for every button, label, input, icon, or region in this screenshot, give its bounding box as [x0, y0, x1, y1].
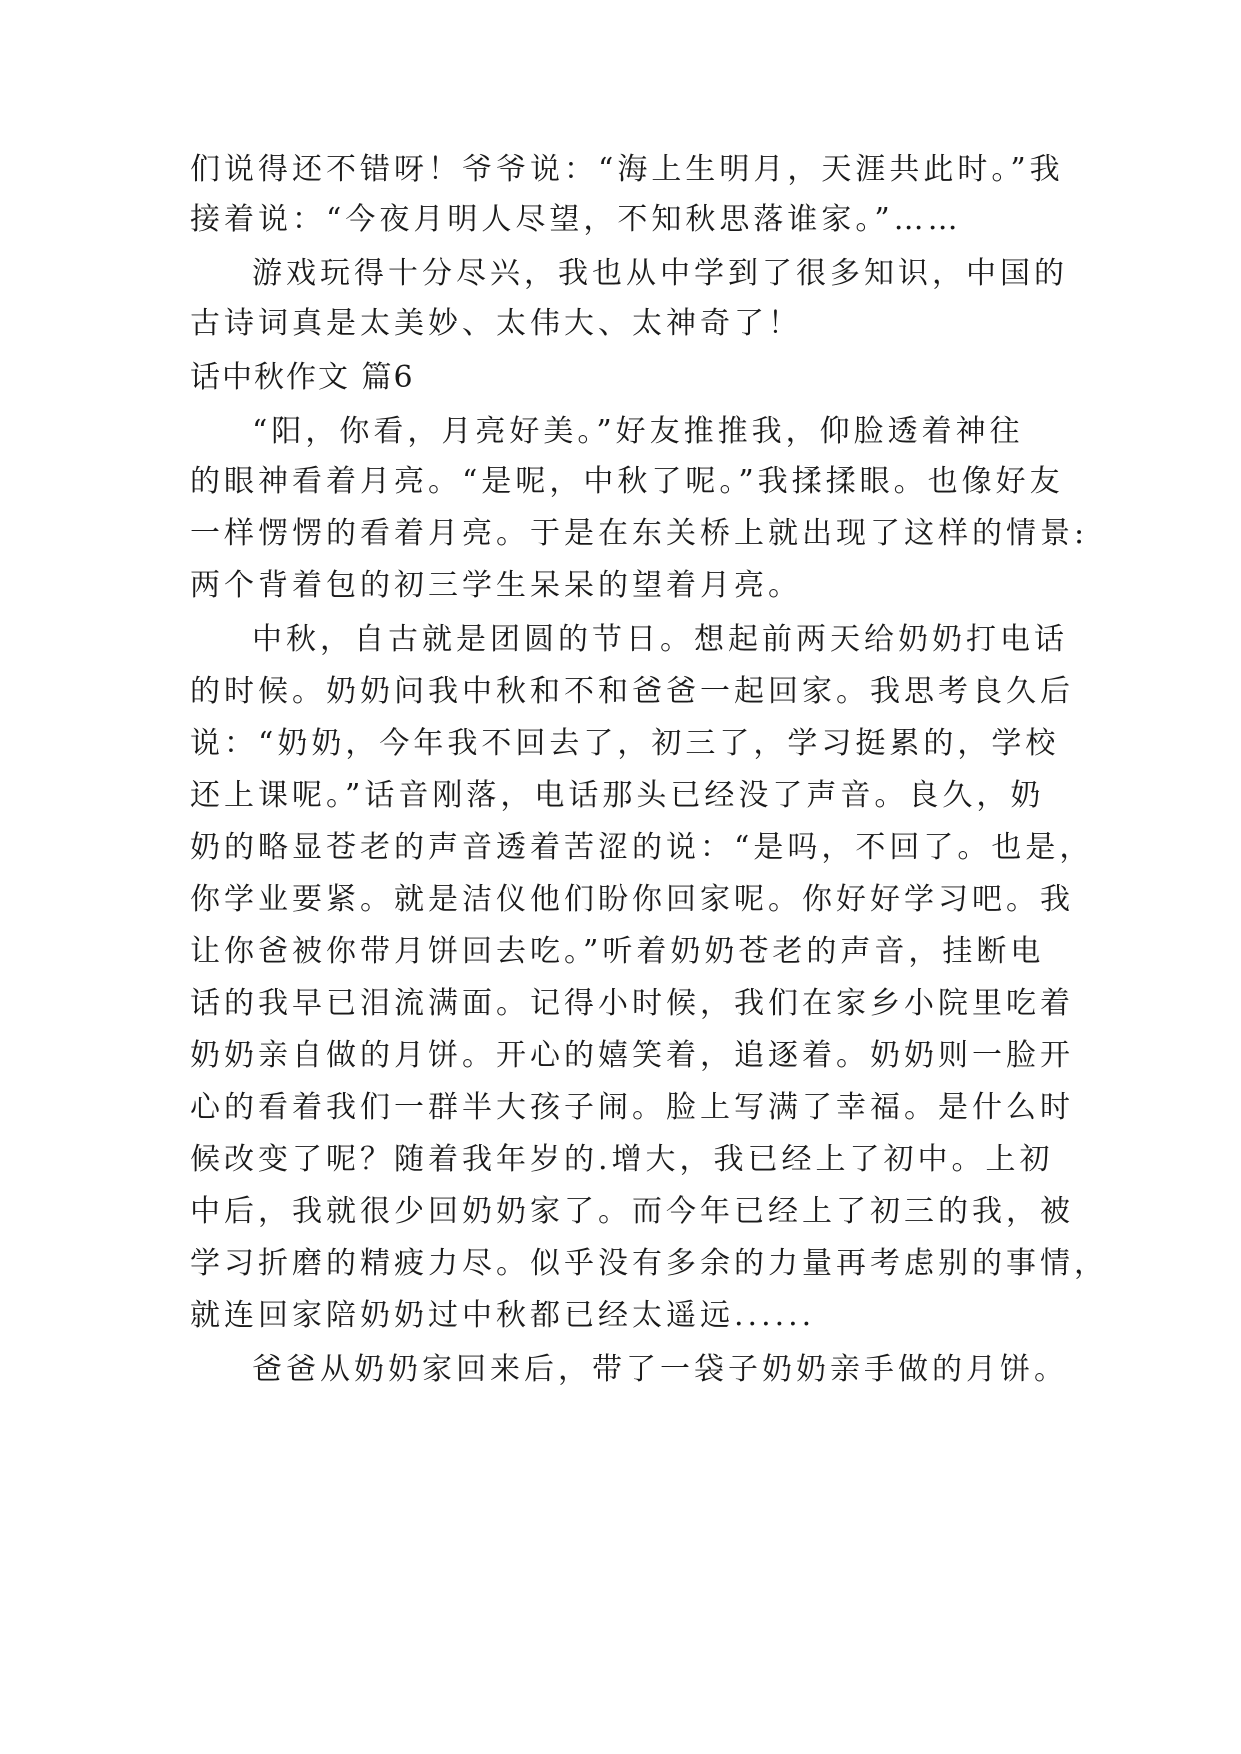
paragraph-4-line-12: 中后，我就很少回奶奶家了。而今年已经上了初三的我，被: [190, 1194, 1074, 1229]
paragraph-4-line-8: 话的我早已泪流满面。记得小时候，我们在家乡小院里吃着: [190, 986, 1074, 1021]
paragraph-2-line-1: 游戏玩得十分尽兴，我也从中学到了很多知识，中国的: [252, 256, 1068, 291]
paragraph-4-line-2: 的时候。奶奶问我中秋和不和爸爸一起回家。我思考良久后: [190, 674, 1074, 709]
paragraph-4-line-5: 奶的略显苍老的声音透着苦涩的说：“是吗，不回了。也是，: [190, 830, 1094, 865]
paragraph-3-line-2: 的眼神看着月亮。“是呢，中秋了呢。”我揉揉眼。也像好友: [190, 464, 1064, 499]
paragraph-3-line-3: 一样愣愣的看着月亮。于是在东关桥上就出现了这样的情景:: [190, 516, 1089, 551]
paragraph-4-line-9: 奶奶亲自做的月饼。开心的嬉笑着，追逐着。奶奶则一脸开: [190, 1038, 1074, 1073]
paragraph-3-line-1: “阳，你看，月亮好美。”好友推推我，仰脸透着神往: [252, 414, 1024, 449]
paragraph-1-line-1: 们说得还不错呀！爷爷说：“海上生明月，天涯共此时。”我: [190, 152, 1064, 187]
paragraph-1-line-2: 接着说：“今夜月明人尽望，不知秋思落谁家。”……: [190, 202, 962, 237]
paragraph-4-line-14: 就连回家陪奶奶过中秋都已经太遥远......: [190, 1298, 816, 1333]
paragraph-4-line-11: 候改变了呢？随着我年岁的.增大，我已经上了初中。上初: [190, 1142, 1054, 1177]
paragraph-4-line-13: 学习折磨的精疲力尽。似乎没有多余的力量再考虑别的事情，: [190, 1246, 1108, 1281]
paragraph-4-line-1: 中秋，自古就是团圆的节日。想起前两天给奶奶打电话: [252, 622, 1068, 657]
paragraph-4-line-4: 还上课呢。”话音刚落，电话那头已经没了声音。良久，奶: [190, 778, 1045, 813]
paragraph-2-line-2: 古诗词真是太美妙、太伟大、太神奇了！: [190, 306, 802, 341]
paragraph-4-line-10: 心的看着我们一群半大孩子闹。脸上写满了幸福。是什么时: [190, 1090, 1074, 1125]
paragraph-5-line-1: 爸爸从奶奶家回来后，带了一袋子奶奶亲手做的月饼。: [252, 1352, 1068, 1387]
section-title: 话中秋作文 篇6: [190, 360, 415, 395]
paragraph-4-line-6: 你学业要紧。就是洁仪他们盼你回家呢。你好好学习吧。我: [190, 882, 1074, 917]
paragraph-4-line-3: 说：“奶奶，今年我不回去了，初三了，学习挺累的，学校: [190, 726, 1060, 761]
paragraph-3-line-4: 两个背着包的初三学生呆呆的望着月亮。: [190, 568, 802, 603]
paragraph-4-line-7: 让你爸被你带月饼回去吃。”听着奶奶苍老的声音，挂断电: [190, 934, 1045, 969]
